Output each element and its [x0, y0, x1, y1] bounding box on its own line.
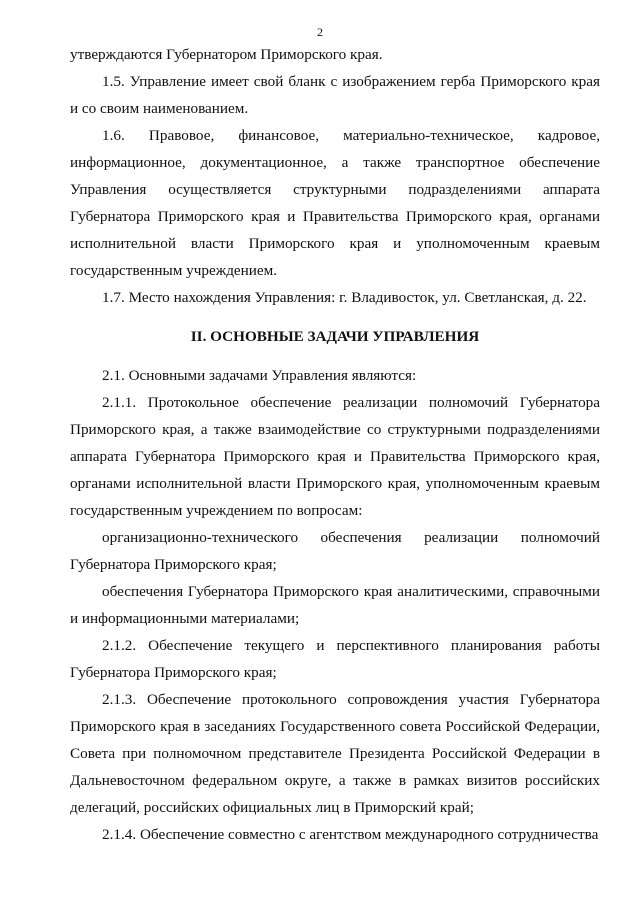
list-item-organizational: организационно-технического обеспечения реализации полномочий Губернатора Приморского края; [70, 529, 600, 573]
page-number: 2 [317, 25, 323, 39]
paragraph-2-1: 2.1. Основными задачами Управления являются: [102, 367, 417, 384]
list-item-informational: обеспечения Губернатора Приморского края аналитическими, справочными и информационными материалами; [70, 583, 600, 627]
paragraph-1-5: 1.5. Управление имеет свой бланк с изображением герба Приморского края и со своим наименованием. [70, 73, 600, 117]
paragraph-2-1-1: 2.1.1. Протокольное обеспечение реализации полномочий Губернатора Приморского края, а также взаимодействие со структурными подразделениями аппарата Губернатора Приморского края и Правительства Приморского края, органами исполнительной власти Приморского края, уполномоченным краевым государственным учреждением по вопросам: [70, 394, 600, 519]
paragraph-1-7: 1.7. Место нахождения Управления: г. Владивосток, ул. Светланская, д. 22. [102, 289, 587, 306]
paragraph-2-1-2: 2.1.2. Обеспечение текущего и перспективного планирования работы Губернатора Приморского края; [70, 637, 600, 681]
paragraph-1-6: 1.6. Правовое, финансовое, материально-техническое, кадровое, информационное, документационное, а также транспортное обеспечение Управления осуществляется структурными подразделениями аппарата Губернатора Приморского края и Правительства Приморского края, органами исполнительной власти Приморского края и уполномоченным краевым государственным учреждением. [70, 127, 600, 279]
paragraph-2-1-3: 2.1.3. Обеспечение протокольного сопровождения участия Губернатора Приморского края в заседаниях Государственного совета Российской Федерации, Совета при полномочном представителе Президента Российской Федерации в Дальневосточном федеральном округе, а также в рамках визитов российских делегаций, российских официальных лиц в Приморский край; [70, 691, 600, 816]
paragraph-2-1-4: 2.1.4. Обеспечение совместно с агентством международного сотрудничества [102, 826, 599, 843]
section-heading: II. ОСНОВНЫЕ ЗАДАЧИ УПРАВЛЕНИЯ [190, 328, 480, 345]
paragraph-continuation: утверждаются Губернатором Приморского края. [70, 46, 383, 63]
document-body [70, 41, 600, 848]
